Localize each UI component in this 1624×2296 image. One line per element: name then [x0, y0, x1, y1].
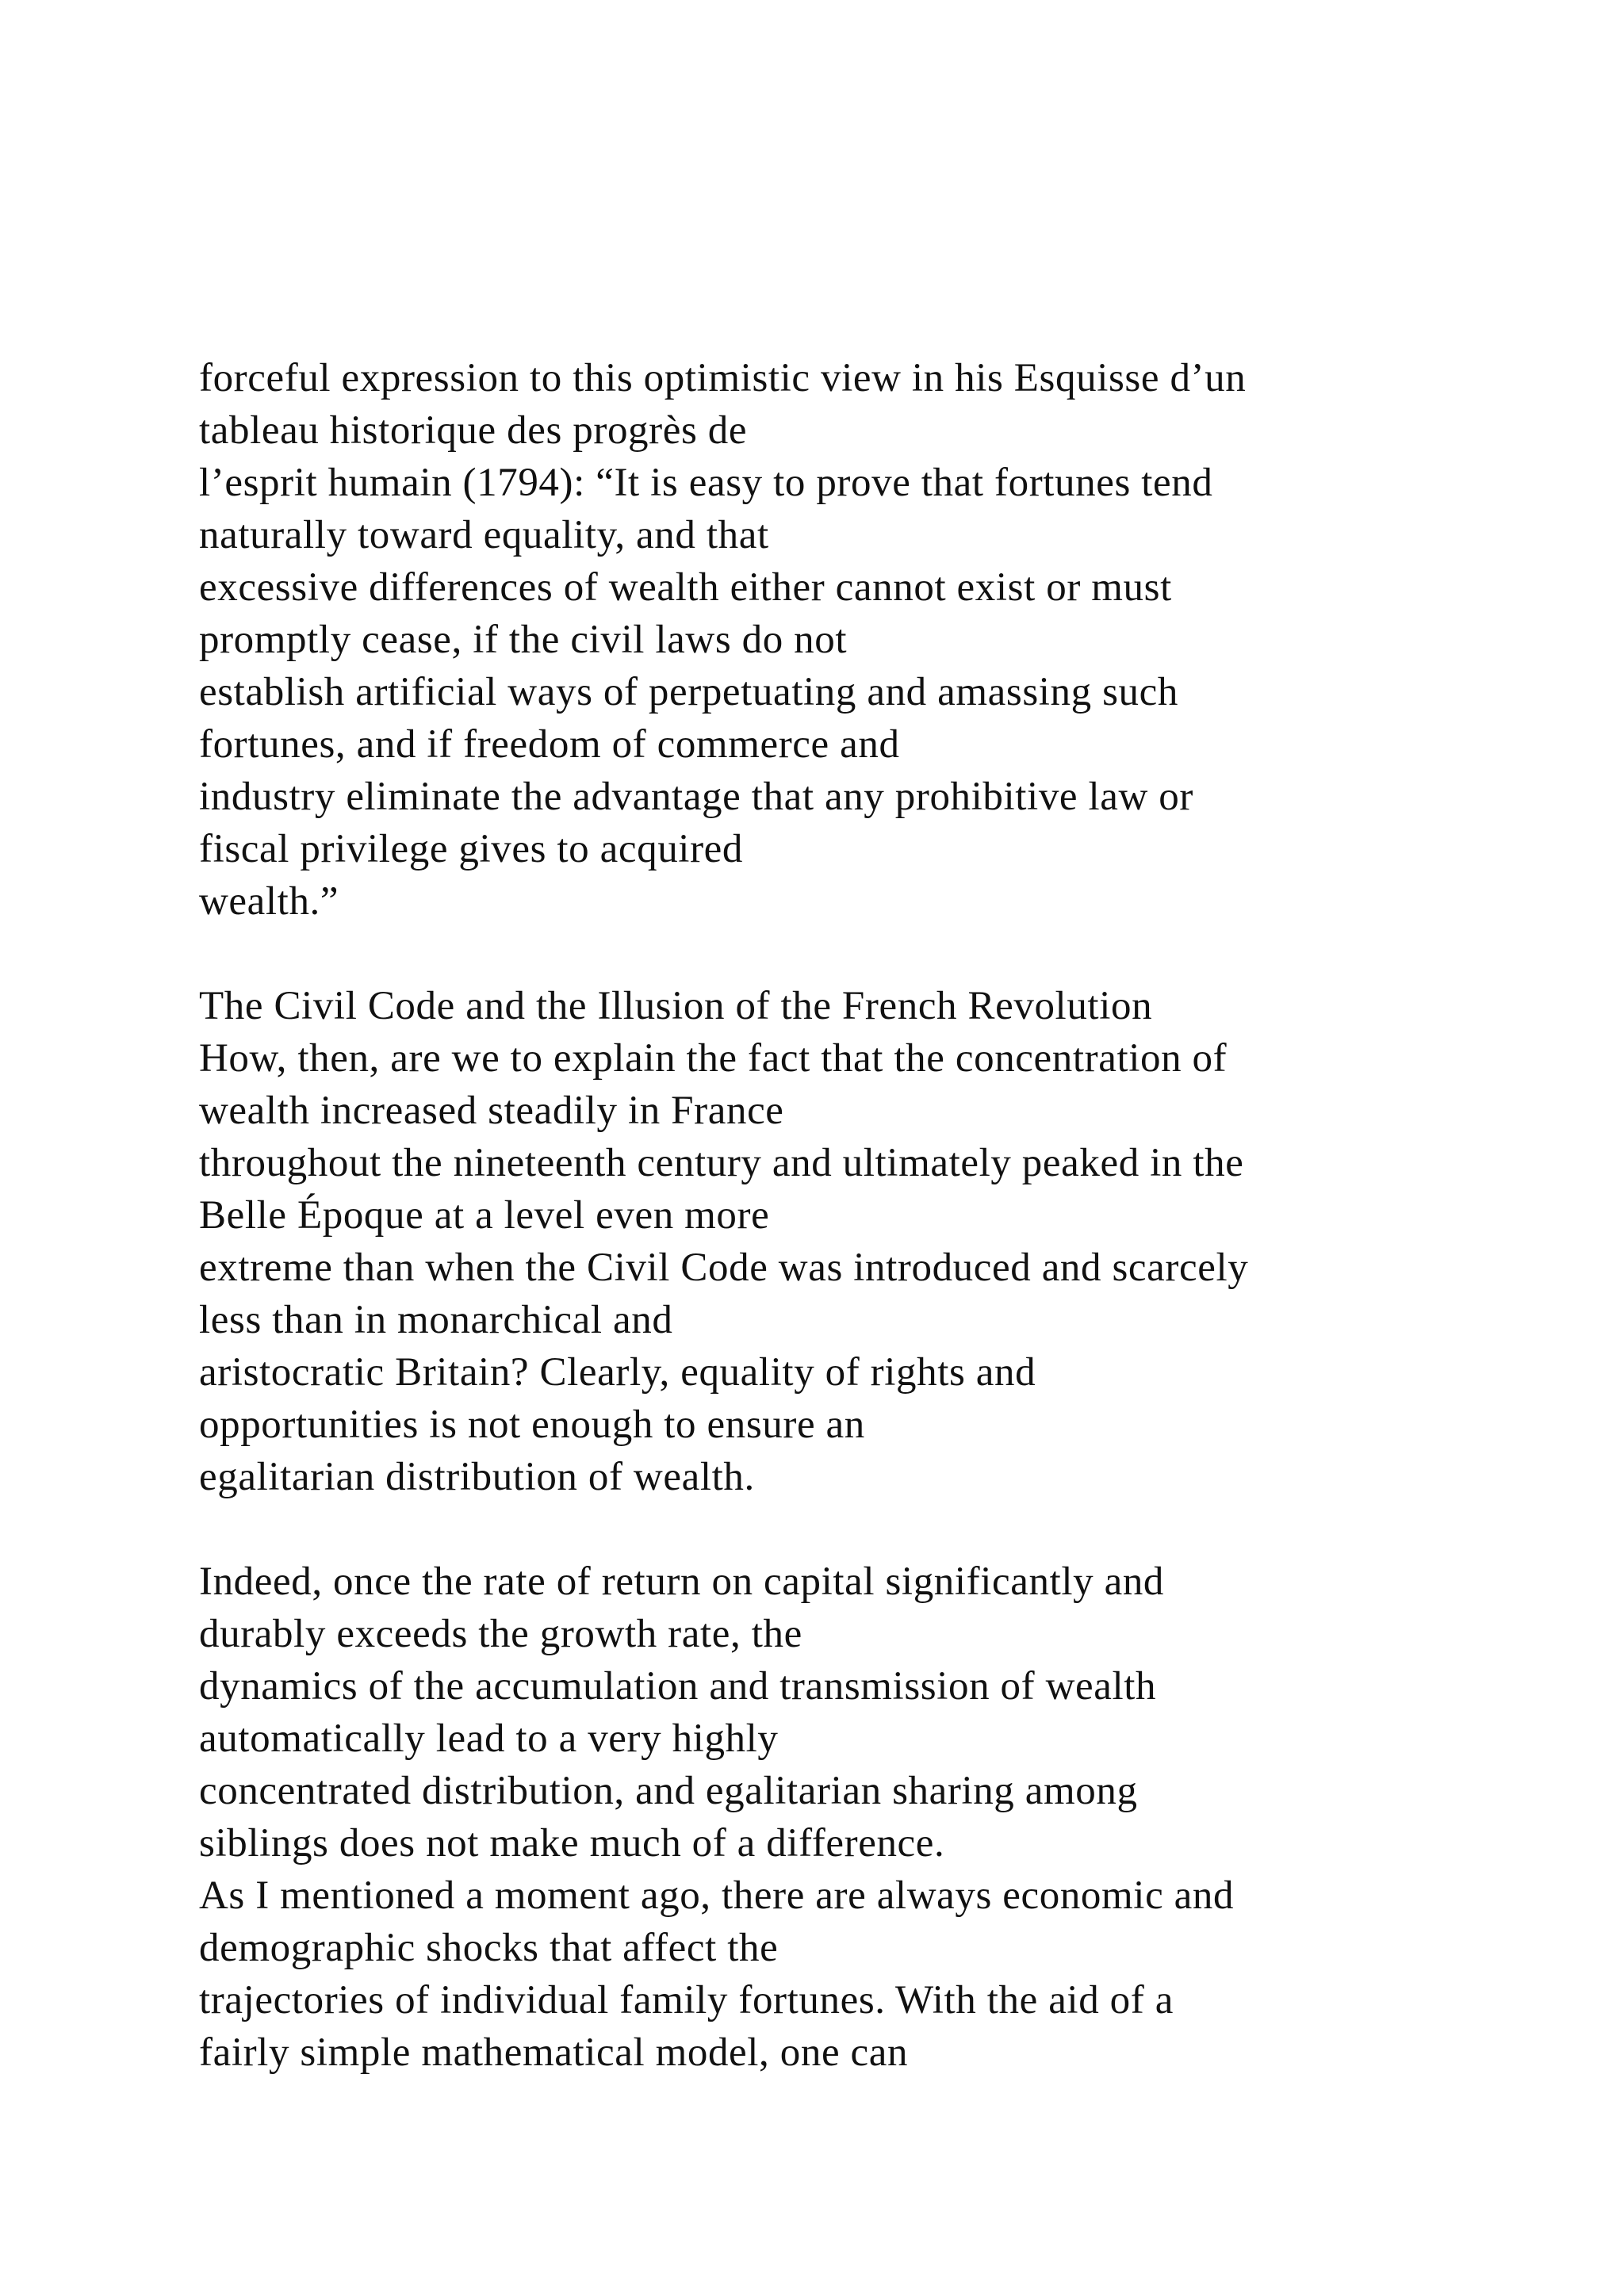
text-line: naturally toward equality, and that	[199, 513, 769, 557]
text-line: establish artificial ways of perpetuating and amassing such	[199, 670, 1178, 714]
text-line: excessive differences of wealth either cannot exist or must	[199, 565, 1172, 610]
text-line: As I mentioned a moment ago, there are always economic and	[199, 1873, 1235, 1918]
text-line: tableau historique des progrès de	[199, 408, 748, 453]
text-line: siblings does not make much of a difference.	[199, 1821, 945, 1866]
text-line: extreme than when the Civil Code was introduced and scarcely	[199, 1246, 1249, 1290]
text-line: l’esprit humain (1794): “It is easy to prove that fortunes tend	[199, 461, 1213, 505]
text-line: wealth.”	[199, 879, 339, 924]
text-line: Indeed, once the rate of return on capital significantly and	[199, 1559, 1165, 1604]
text-line: durably exceeds the growth rate, the	[199, 1612, 802, 1656]
text-line: trajectories of individual family fortunes. With the aid of a	[199, 1978, 1174, 2022]
text-line: concentrated distribution, and egalitarian sharing among	[199, 1769, 1138, 1813]
text-line: Belle Époque at a level even more	[199, 1193, 770, 1238]
text-line: How, then, are we to explain the fact that the concentration of	[199, 1036, 1228, 1081]
body-text	[199, 352, 1595, 2079]
text-line: demographic shocks that affect the	[199, 1926, 779, 1970]
text-line: opportunities is not enough to ensure an	[199, 1402, 865, 1447]
paragraph-break	[199, 1503, 1595, 1556]
text-line: automatically lead to a very highly	[199, 1716, 779, 1761]
text-line: forceful expression to this optimistic view in his Esquisse d’un	[199, 356, 1247, 400]
text-line: dynamics of the accumulation and transmission of wealth	[199, 1664, 1157, 1709]
text-line: industry eliminate the advantage that any prohibitive law or	[199, 775, 1193, 819]
text-line: fiscal privilege gives to acquired	[199, 827, 743, 871]
text-line: fortunes, and if freedom of commerce and	[199, 722, 900, 767]
text-line: less than in monarchical and	[199, 1298, 673, 1342]
text-line: egalitarian distribution of wealth.	[199, 1455, 755, 1499]
paragraph-break	[199, 928, 1595, 980]
text-line: fairly simple mathematical model, one can	[199, 2030, 909, 2075]
text-line: promptly cease, if the civil laws do not	[199, 618, 848, 662]
text-line: aristocratic Britain? Clearly, equality of rights and	[199, 1350, 1036, 1395]
text-line: throughout the nineteenth century and ultimately peaked in the	[199, 1141, 1244, 1185]
text-line: wealth increased steadily in France	[199, 1089, 784, 1133]
section-heading: The Civil Code and the Illusion of the French Revolution	[199, 984, 1153, 1028]
